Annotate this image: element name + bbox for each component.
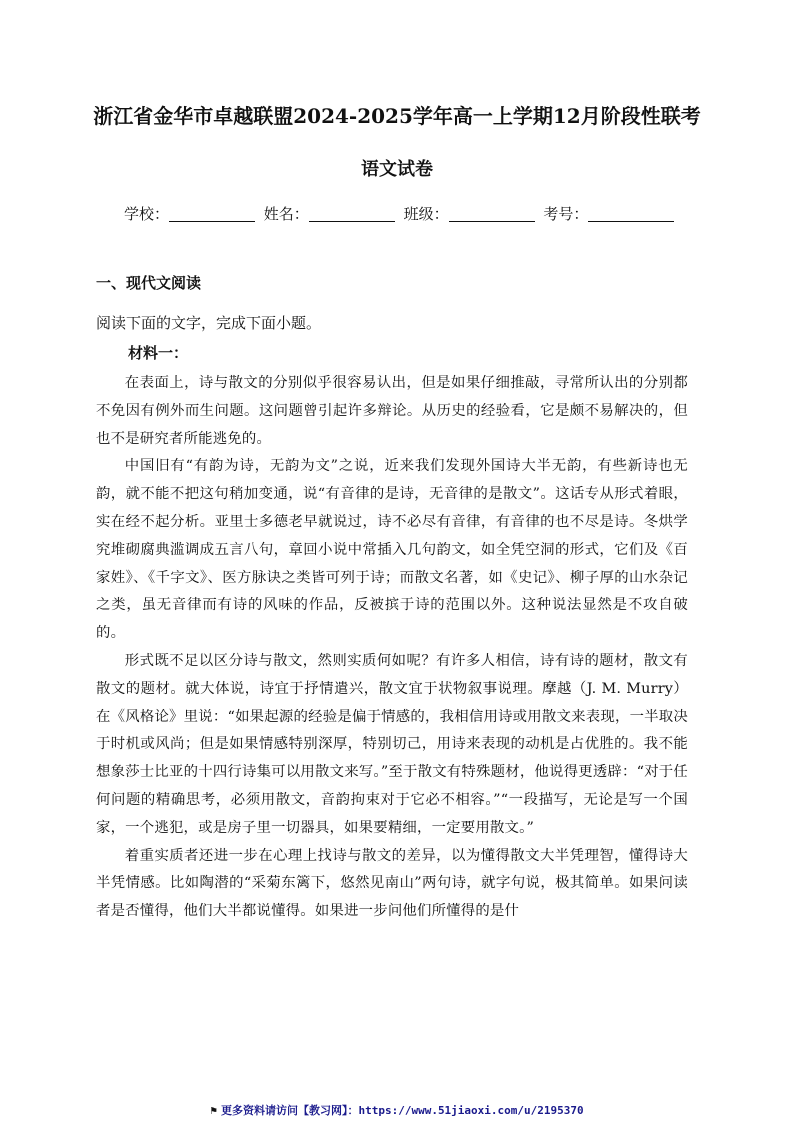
- school-label: 学校：: [124, 205, 170, 223]
- document-title: 浙江省金华市卓越联盟2024-2025学年高一上学期12月阶段性联考: [93, 104, 701, 128]
- paragraph-1: 在表面上，诗与散文的分别似乎很容易认出，但是如果仔细推敲，寻常所认出的分别都不免因有例外而生问题。这问题曾引起许多辩论。从历史的经验看，它是颇不易解决的，但也不是研究者所能逃免的。: [96, 375, 688, 447]
- reading-passage: [96, 370, 688, 926]
- section-heading: 一、现代文阅读: [96, 274, 202, 292]
- document-subtitle: 语文试卷: [361, 159, 433, 180]
- paragraph-4: 着重实质者还进一步在心理上找诗与散文的差异，以为懂得散文大半凭理智，懂得诗大半凭情感。比如陶潜的“采菊东篱下，悠然见南山”两句诗，就字句说，极其简单。如果问读者是否懂得，他们大半都说懂得。如果进一步问他们所懂得的是什: [96, 847, 688, 920]
- paragraph-2: 中国旧有“有韵为诗，无韵为文”之说，近来我们发现外国诗大半无韵，有些新诗也无韵，就不能不把这句稍加变通，说“有音律的是诗，无音律的是散文”。这话专从形式着眼，实在经不起分析。亚里士多德老早就说过，诗不必尽有音律，有音律的也不尽是诗。冬烘学究堆砌腐典滥调成五言八句，章回小说中常插入几句韵文，如全凭空洞的形式，它们及《百家姓》、《千字文》、医方脉诀之类皆可列于诗；而散文名著，如《史记》、柳子厚的山水杂记之类，虽无音律而有诗的风味的作品，反被摈于诗的范围以外。这种说法显然是不攻自破的。: [96, 458, 688, 642]
- class-blank: [449, 207, 535, 222]
- section-instruction: 阅读下面的文字，完成下面小题。: [96, 314, 322, 332]
- exam-number-label: 考号：: [543, 205, 589, 223]
- exam-number-blank: [588, 207, 674, 222]
- class-label: 班级：: [403, 205, 449, 223]
- name-label: 姓名：: [263, 205, 309, 223]
- footer-text[interactable]: 更多资料请访问【教习网】：https://www.51jiaoxi.com/u/2195370: [220, 1104, 584, 1117]
- flag-icon: ⚑: [210, 1104, 217, 1117]
- material-label: 材料一：: [128, 344, 189, 362]
- paragraph-3: 形式既不足以区分诗与散文，然则实质何如呢？有许多人相信，诗有诗的题材，散文有散文的题材。就大体说，诗宜于抒情遣兴，散文宜于状物叙事说理。摩越（J. M. Murry）在《风格论》里说：“如果起源的经验是偏于情感的，我相信用诗或用散文来表现，一半取决于时机或风尚；但是如果情感特别深厚，特别切己，用诗来表现的动机是占优胜的。我不能想象莎士比亚的十四行诗集可以用散文来写。”至于散文有特殊题材，他说得更透辟：“对于任何问题的精确思考，必须用散文，音韵拘束对于它必不相容。”“一段描写，无论是写一个国家，一个逃犯，或是房子里一切器具，如果要精细，一定要用散文。”: [96, 652, 688, 836]
- school-blank: [169, 207, 255, 222]
- student-info-line: [124, 203, 684, 224]
- footer-link[interactable]: [0, 1102, 794, 1118]
- name-blank: [309, 207, 395, 222]
